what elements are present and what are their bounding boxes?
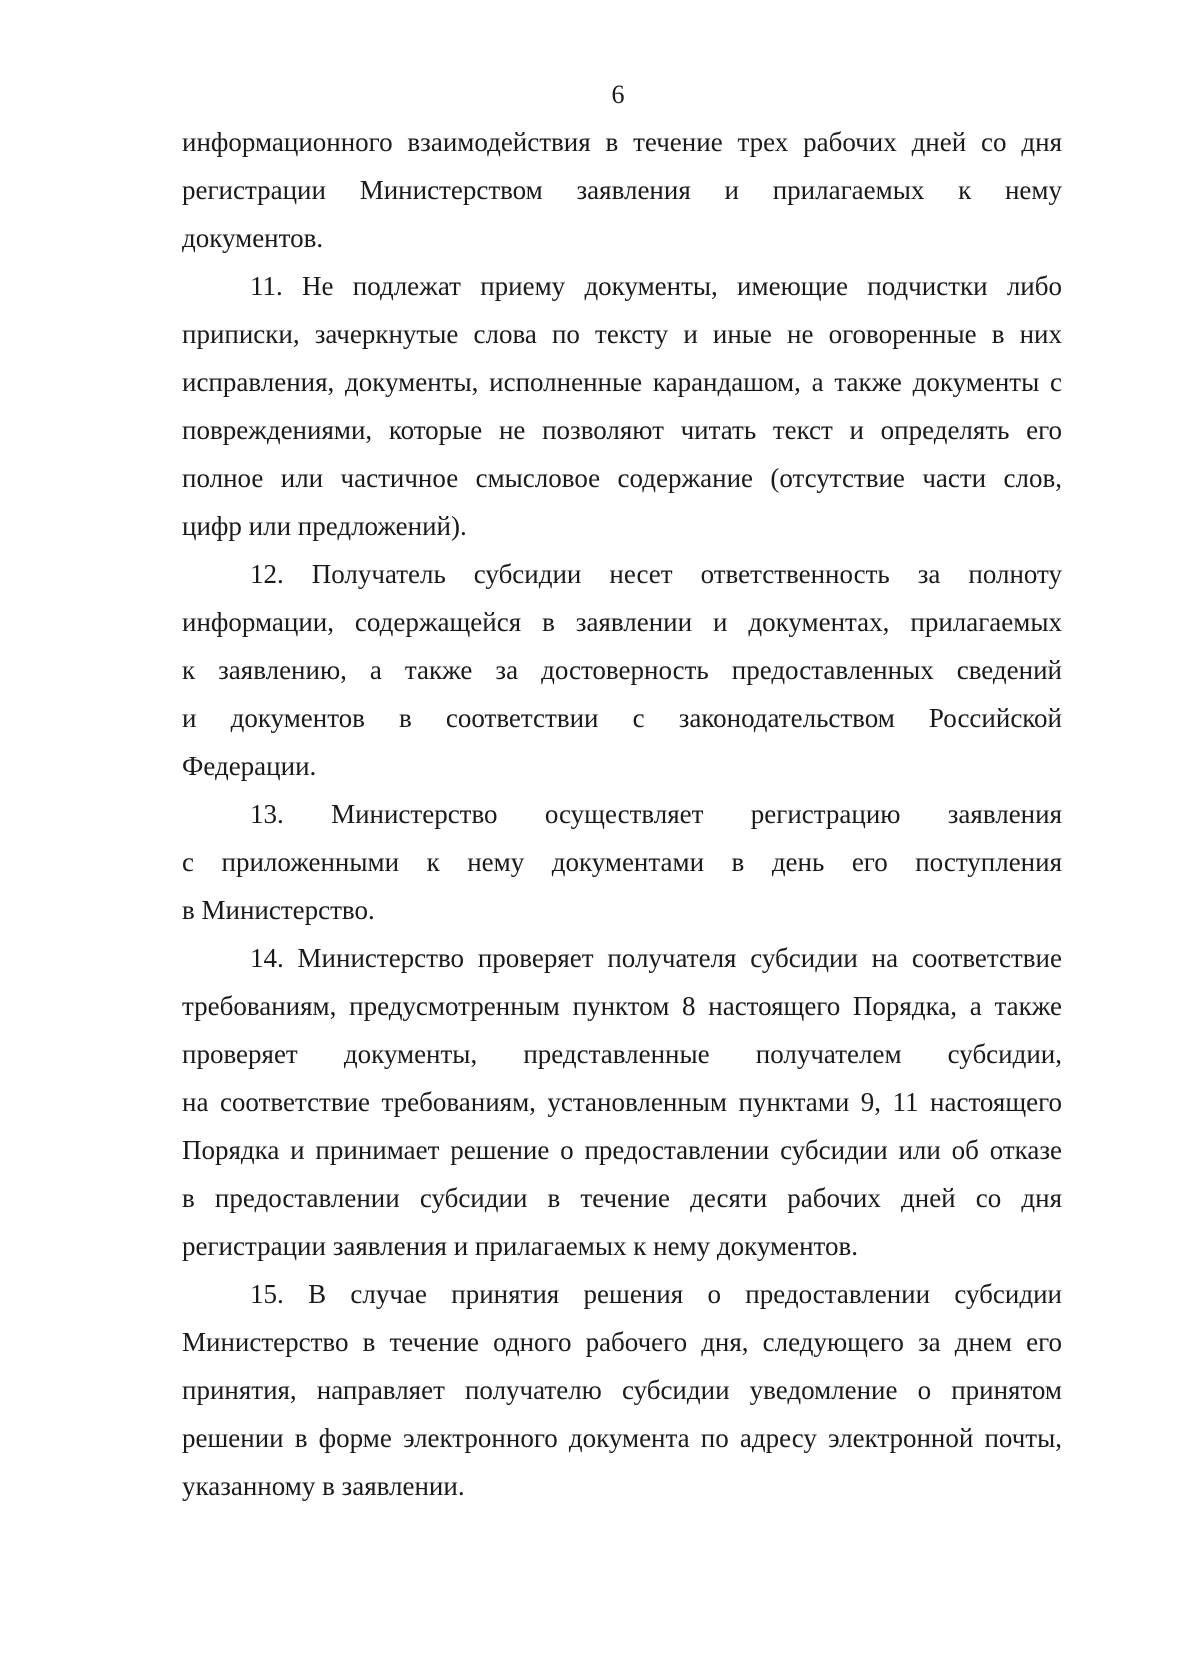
text-line: 13. Министерство осуществляет регистрацию заявления bbox=[250, 799, 1062, 829]
text-line: приписки, зачеркнутые слова по тексту и иные не оговоренные в них bbox=[182, 319, 1062, 349]
paragraph-continuation bbox=[182, 118, 1062, 262]
paragraph-15 bbox=[182, 1270, 1062, 1510]
text-line: к заявлению, а также за достоверность предоставленных сведений bbox=[182, 655, 1062, 685]
text-line: Порядка и принимает решение о предоставлении субсидии или об отказе bbox=[182, 1135, 1062, 1165]
text-line: решении в форме электронного документа по адресу электронной почты, bbox=[182, 1423, 1062, 1453]
text-line: исправления, документы, исполненные карандашом, а также документы с bbox=[182, 367, 1062, 397]
text-line: информации, содержащейся в заявлении и документах, прилагаемых bbox=[182, 607, 1062, 637]
text-line: 15. В случае принятия решения о предоставлении субсидии bbox=[250, 1279, 1062, 1309]
text-line: цифр или предложений). bbox=[182, 511, 467, 541]
text-line: на соответствие требованиям, установленным пунктами 9, 11 настоящего bbox=[182, 1087, 1062, 1117]
text-line: указанному в заявлении. bbox=[182, 1471, 465, 1501]
text-line: с приложенными к нему документами в день его поступления bbox=[182, 847, 1062, 877]
text-line: проверяет документы, представленные получателем субсидии, bbox=[182, 1039, 1062, 1069]
paragraph-14 bbox=[182, 934, 1062, 1270]
text-line: требованиям, предусмотренным пунктом 8 настоящего Порядка, а также bbox=[182, 991, 1062, 1021]
text-line: и документов в соответствии с законодательством Российской bbox=[182, 703, 1062, 733]
text-line: в предоставлении субсидии в течение десяти рабочих дней со дня bbox=[182, 1183, 1062, 1213]
text-line: регистрации Министерством заявления и прилагаемых к нему bbox=[182, 175, 1062, 205]
page-number: 6 bbox=[611, 80, 625, 109]
text-line: 14. Министерство проверяет получателя субсидии на соответствие bbox=[250, 943, 1062, 973]
text-line: полное или частичное смысловое содержание (отсутствие части слов, bbox=[182, 463, 1062, 493]
document-body bbox=[182, 118, 1062, 1510]
text-line: документов. bbox=[182, 223, 324, 253]
paragraph-12 bbox=[182, 550, 1062, 790]
text-line: Министерство в течение одного рабочего дня, следующего за днем его bbox=[182, 1327, 1062, 1357]
text-line: регистрации заявления и прилагаемых к нему документов. bbox=[182, 1231, 858, 1261]
text-line: принятия, направляет получателю субсидии уведомление о принятом bbox=[182, 1375, 1062, 1405]
text-line: повреждениями, которые не позволяют читать текст и определять его bbox=[182, 415, 1062, 445]
text-line: 12. Получатель субсидии несет ответственность за полноту bbox=[250, 559, 1062, 589]
text-line: Федерации. bbox=[182, 751, 317, 781]
paragraph-11 bbox=[182, 262, 1062, 550]
text-line: информационного взаимодействия в течение трех рабочих дней со дня bbox=[182, 127, 1062, 157]
text-line: 11. Не подлежат приему документы, имеющие подчистки либо bbox=[250, 271, 1062, 301]
text-line: в Министерство. bbox=[182, 895, 375, 925]
paragraph-13 bbox=[182, 790, 1062, 934]
